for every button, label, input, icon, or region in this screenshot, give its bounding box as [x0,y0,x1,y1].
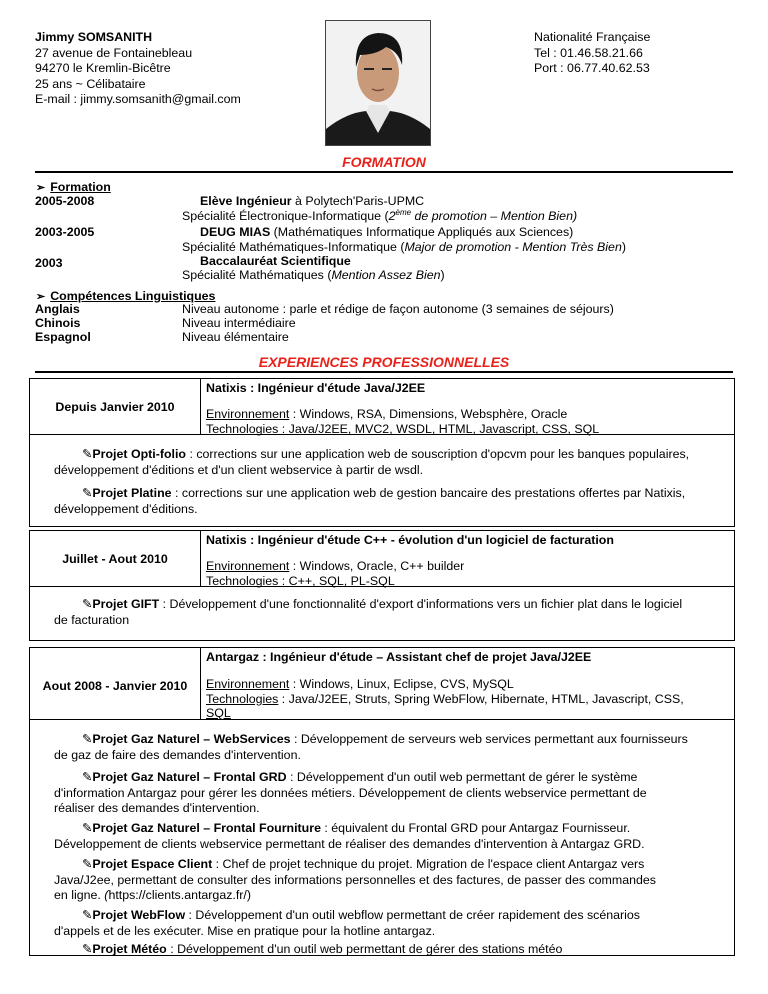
formation-degree: Elève Ingénieur à Polytech'Paris-UPMC [200,194,425,208]
address-line-1: 27 avenue de Fontainebleau [35,45,193,60]
language-name: Chinois [35,316,81,330]
project-item: ✎Projet GIFT : Développement d'une fonctionnalité d'export d'informations vers un fichier plat dans le logiciel de facturation [54,597,683,627]
job-projects [29,435,735,527]
email: E-mail : jimmy.somsanith@gmail.com [35,92,241,106]
formation-degree: Baccalauréat Scientifique [200,254,351,268]
job-projects [29,720,735,956]
project-item: ✎Projet Gaz Naturel – Frontal GRD : Développement d'un outil web permettant de gérer le système d'information Antargaz pour gérer les données métiers. Développement de clients webservice permettant de réaliser des demandes d'intervention. [54,770,647,815]
job-title: Natixis : Ingénieur d'étude Java/J2EE [206,381,426,395]
language-level: Niveau autonome : parle et rédige de façon autonome (3 semaines de séjours) [182,302,614,316]
contact-block [35,30,335,108]
project-item: ✎Projet Gaz Naturel – WebServices : Développement de serveurs web services permettant aux fournisseurs de gaz de faire des demandes d'intervention. [54,732,688,762]
pencil-icon: ✎ [82,597,93,611]
arrow-bullet-icon: ➢ [36,182,46,194]
pencil-icon: ✎ [82,908,93,922]
job-title: Natixis : Ingénieur d'étude C++ - évolution d'un logiciel de facturation [206,533,614,547]
nationality: Nationalité Française [534,30,651,44]
mobile-phone: Port : 06.77.40.62.53 [534,61,650,75]
project-item: ✎Projet Platine : corrections sur une application web de gestion bancaire des prestations offertes par Natixis, développement d'éditions. [54,486,686,516]
language-level: Niveau élémentaire [182,330,289,344]
pencil-icon: ✎ [82,486,93,500]
job-date: Aout 2008 - Janvier 2010 [30,648,201,719]
project-item: ✎Projet WebFlow : Développement d'un outil webflow permettant de créer rapidement des scénarios d'appels et de les exécuter. Mise en pratique pour la hotline antargaz. [54,908,640,938]
address-line-2: 94270 le Kremlin-Bicêtre [35,61,171,75]
formation-spec: Spécialité Électronique-Informatique (2ème de promotion – Mention Bien) [182,208,578,224]
job-projects [29,587,735,641]
age-status: 25 ans ~ Célibataire [35,76,146,91]
job-header [29,378,735,435]
subheading-languages: ➢ Compétences Linguistiques [36,289,216,303]
formation-years: 2003-2005 [35,225,95,239]
contact-block-right [534,30,754,77]
pencil-icon: ✎ [82,770,93,784]
formation-years: 2003 [35,256,63,270]
formation-spec: Spécialité Mathématiques-Informatique (Major de promotion - Mention Très Bien) [182,240,626,254]
project-item: ✎Projet Espace Client : Chef de projet technique du projet. Migration de l'espace client Antargaz vers Java/J2ee, permettant de consulter des informations personnelles et des factures, de passer des commandes en ligne. (https://clients.antargaz.fr/) [54,857,656,902]
section-title-experiences: EXPERIENCES PROFESSIONNELLES [35,354,733,373]
pencil-icon: ✎ [82,857,93,871]
job-header [29,530,735,587]
job-date: Juillet - Aout 2010 [30,531,201,586]
section-title-formation: FORMATION [35,154,733,173]
language-name: Espagnol [35,330,91,344]
project-item: ✎Projet Météo : Développement d'un outil web permettant de gérer des stations météo [82,942,563,956]
job-date: Depuis Janvier 2010 [30,379,201,434]
portrait-image [326,21,430,145]
formation-years: 2005-2008 [35,194,95,208]
job-environment: Environnement : Windows, Linux, Eclipse, CVS, MySQL Technologies : Java/J2EE, Struts, Spring WebFlow, Hibernate, HTML, Javascript, CSS, SQL [206,677,684,720]
pencil-icon: ✎ [82,942,93,956]
project-item: ✎Projet Opti-folio : corrections sur une application web de souscription d'opcvm pour les banques populaires, développement d'éditions et d'un client webservice à partir de wsdl. [54,447,690,477]
language-level: Niveau intermédiaire [182,316,296,330]
pencil-icon: ✎ [82,821,93,835]
language-name: Anglais [35,302,80,316]
project-item: ✎Projet Gaz Naturel – Frontal Fourniture : équivalent du Frontal GRD pour Antargaz Fournisseur. Développement de clients webservice permettant de réaliser des demandes d'intervention à Antargaz GRD. [54,821,645,851]
arrow-bullet-icon: ➢ [36,291,46,303]
subheading-formation: ➢ Formation [36,180,111,194]
job-header [29,647,735,720]
profile-photo [325,20,431,146]
formation-degree: DEUG MIAS (Mathématiques Informatique Appliqués aux Sciences) [200,225,574,239]
formation-spec: Spécialité Mathématiques (Mention Assez Bien) [182,268,445,282]
candidate-name: Jimmy SOMSANITH [35,30,153,44]
pencil-icon: ✎ [82,732,93,746]
job-environment: Environnement : Windows, RSA, Dimensions, Websphère, Oracle Technologies : Java/J2EE, MVC2, WSDL, HTML, Javascript, CSS, SQL [206,407,600,436]
job-environment: Environnement : Windows, Oracle, C++ builder Technologies : C++, SQL, PL-SQL [206,559,465,588]
job-title: Antargaz : Ingénieur d'étude – Assistant chef de projet Java/J2EE [206,650,592,664]
phone: Tel : 01.46.58.21.66 [534,45,643,60]
pencil-icon: ✎ [82,447,93,461]
